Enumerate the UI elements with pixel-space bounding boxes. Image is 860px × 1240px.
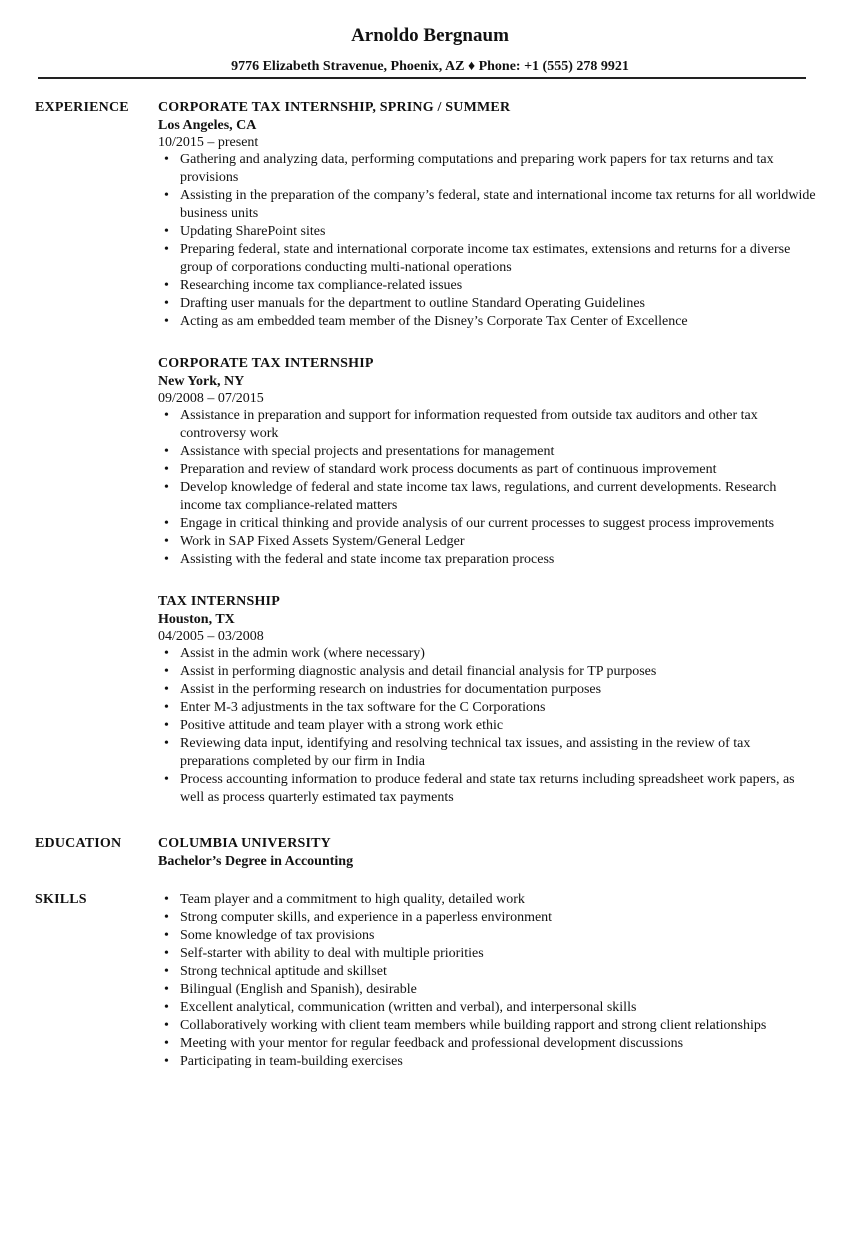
- list-item: • Assistance with special projects and presentations for management: [158, 443, 818, 461]
- list-item: • Assistance in preparation and support for information requested from outside tax auditors and other tax controversy work: [158, 407, 818, 443]
- list-item: • Assist in the performing research on industries for documentation purposes: [158, 681, 818, 699]
- list-item: • Researching income tax compliance-related issues: [158, 277, 818, 295]
- list-item: • Work in SAP Fixed Assets System/General Ledger: [158, 533, 818, 551]
- list-item: • Preparing federal, state and international corporate income tax estimates, extensions and returns for a diverse group of corporations conducting multi-national operations: [158, 241, 818, 277]
- list-item: • Positive attitude and team player with a strong work ethic: [158, 717, 818, 735]
- list-item: • Collaboratively working with client team members while building rapport and strong client relationships: [158, 1017, 818, 1035]
- list-item: • Assist in performing diagnostic analysis and detail financial analysis for TP purposes: [158, 663, 818, 681]
- list-item: • Strong technical aptitude and skillset: [158, 963, 818, 981]
- candidate-name: Arnoldo Bergnaum: [351, 25, 509, 46]
- list-item: • Develop knowledge of federal and state income tax laws, regulations, and current developments. Research income tax compliance-related matters: [158, 479, 818, 515]
- job-duties-list: [158, 407, 818, 569]
- header-divider: [38, 77, 806, 79]
- section-title-skills: SKILLS: [35, 892, 87, 907]
- list-item: • Drafting user manuals for the department to outline Standard Operating Guidelines: [158, 295, 818, 313]
- job-location: Houston, TX: [158, 612, 235, 627]
- list-item: • Gathering and analyzing data, performing computations and preparing work papers for tax returns and tax provisions: [158, 151, 818, 187]
- list-item: • Excellent analytical, communication (written and verbal), and interpersonal skills: [158, 999, 818, 1017]
- job-dates: 10/2015 – present: [158, 135, 259, 150]
- list-item: • Enter M-3 adjustments in the tax software for the C Corporations: [158, 699, 818, 717]
- job-dates: 09/2008 – 07/2015: [158, 391, 264, 406]
- school-name: COLUMBIA UNIVERSITY: [158, 836, 331, 851]
- skills-list: [158, 891, 818, 1071]
- job-location: New York, NY: [158, 374, 245, 389]
- job-location: Los Angeles, CA: [158, 118, 257, 133]
- contact-line: 9776 Elizabeth Stravenue, Phoenix, AZ ♦ Phone: +1 (555) 278 9921: [231, 59, 629, 74]
- job-entry: [158, 355, 818, 569]
- list-item: • Reviewing data input, identifying and resolving technical tax issues, and assisting in the review of tax preparations completed by our firm in India: [158, 735, 818, 771]
- job-title: CORPORATE TAX INTERNSHIP, SPRING / SUMMER: [158, 100, 511, 115]
- education-body: [158, 835, 818, 871]
- job-title: CORPORATE TAX INTERNSHIP: [158, 356, 374, 371]
- list-item: • Process accounting information to produce federal and state tax returns including spreadsheet work papers, as well as process quarterly estimated tax payments: [158, 771, 818, 807]
- degree: Bachelor’s Degree in Accounting: [158, 854, 354, 869]
- resume-header: [0, 24, 860, 76]
- job-duties-list: [158, 151, 818, 331]
- list-item: • Strong computer skills, and experience in a paperless environment: [158, 909, 818, 927]
- section-title-experience: EXPERIENCE: [35, 100, 129, 115]
- list-item: • Updating SharePoint sites: [158, 223, 818, 241]
- list-item: • Assisting in the preparation of the company’s federal, state and international income tax returns for all worldwide business units: [158, 187, 818, 223]
- list-item: • Some knowledge of tax provisions: [158, 927, 818, 945]
- job-title: TAX INTERNSHIP: [158, 594, 280, 609]
- job-dates: 04/2005 – 03/2008: [158, 629, 264, 644]
- list-item: • Participating in team-building exercises: [158, 1053, 818, 1071]
- list-item: • Assisting with the federal and state income tax preparation process: [158, 551, 818, 569]
- skills-body: [158, 891, 818, 1071]
- job-duties-list: [158, 645, 818, 807]
- list-item: • Acting as am embedded team member of the Disney’s Corporate Tax Center of Excellence: [158, 313, 818, 331]
- list-item: • Assist in the admin work (where necessary): [158, 645, 818, 663]
- section-title-education: EDUCATION: [35, 836, 122, 851]
- list-item: • Bilingual (English and Spanish), desirable: [158, 981, 818, 999]
- list-item: • Meeting with your mentor for regular feedback and professional development discussions: [158, 1035, 818, 1053]
- job-entry: [158, 99, 818, 331]
- list-item: • Engage in critical thinking and provide analysis of our current processes to suggest process improvements: [158, 515, 818, 533]
- job-entry: [158, 593, 818, 807]
- list-item: • Preparation and review of standard work process documents as part of continuous improvement: [158, 461, 818, 479]
- list-item: • Team player and a commitment to high quality, detailed work: [158, 891, 818, 909]
- list-item: • Self-starter with ability to deal with multiple priorities: [158, 945, 818, 963]
- experience-body: [158, 99, 818, 807]
